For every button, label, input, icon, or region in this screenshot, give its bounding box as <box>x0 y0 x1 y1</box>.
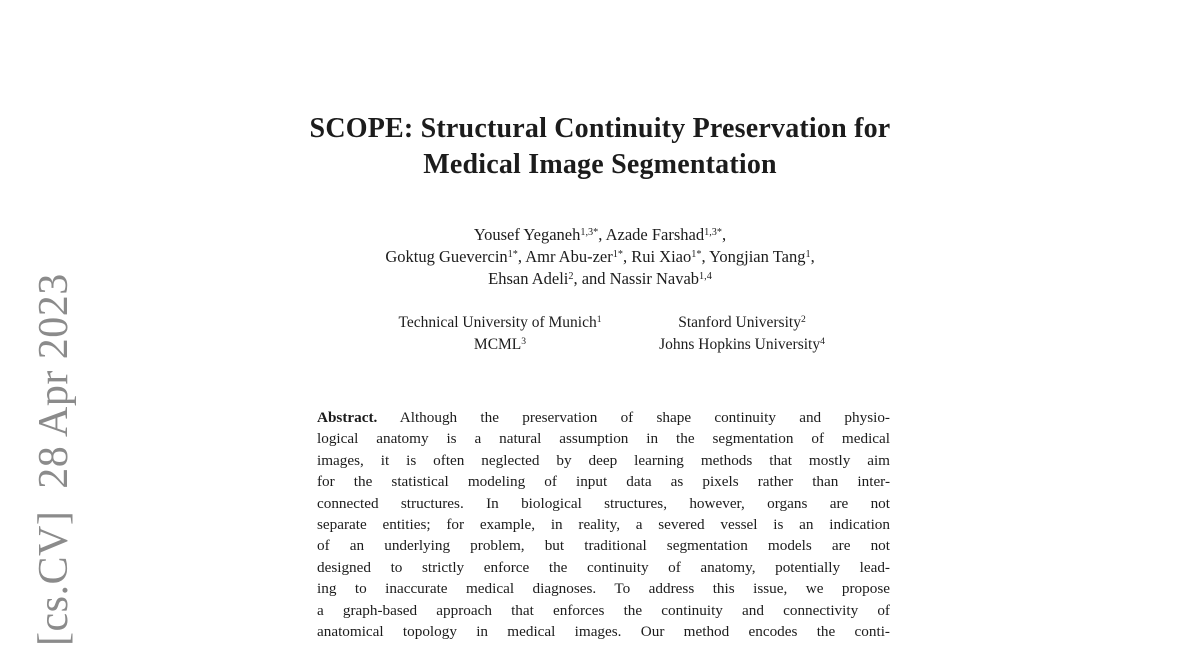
superscript: 1,3* <box>580 226 599 238</box>
superscript: 2 <box>800 314 806 326</box>
affiliation-tum: Technical University of Munich$^1$ <box>398 314 602 331</box>
paper-title-line-2: Medical Image Segmentation <box>423 149 777 180</box>
abstract-line-4: for the statistical modeling of input data as pixels rather than inter- <box>317 473 890 491</box>
abstract-line-8: designed to strictly enforce the continuity of anatomy, potentially lead- <box>317 558 890 576</box>
paper-title-line-1: SCOPE: Structural Continuity Preservation for <box>309 113 891 144</box>
arxiv-category-date-watermark: [cs.CV] 28 Apr 2023 <box>31 273 77 646</box>
author-line-3: Ehsan Adeli$^2$, and Nassir Navab$^{1,4}$ <box>488 269 712 288</box>
author-line-2: Goktug Guevercin$^{1*}$, Amr Abu-zer$^{1*}$, Rui Xiao$^{1*}$, Yongjian Tang$^1$, <box>385 247 815 266</box>
superscript: 1 <box>805 248 811 260</box>
author-line-1: Yousef Yeganeh$^{1,3*}$, Azade Farshad$^{1,3*}$, <box>473 225 727 244</box>
superscript: 1* <box>691 248 702 260</box>
abstract-line-2: logical anatomy is a natural assumption in the segmentation of medical <box>317 430 890 448</box>
superscript: 3 <box>521 336 527 348</box>
affiliation-stanford: Stanford University$^2$ <box>678 314 806 331</box>
abstract-label: Abstract. <box>317 409 378 426</box>
affiliation-mcml: MCML$^3$ <box>473 336 527 353</box>
abstract <box>317 407 890 642</box>
abstract-line-9: ing to inaccurate medical diagnoses. To address this issue, we propose <box>317 580 890 598</box>
affiliations <box>0 312 1200 358</box>
affiliation-column-2 <box>592 312 892 356</box>
abstract-line-3: images, it is often neglected by deep learning methods that mostly aim <box>317 451 890 469</box>
abstract-line-7: of an underlying problem, but traditional segmentation models are not <box>317 537 890 555</box>
abstract-line-11: anatomical topology in medical images. Our method encodes the conti- <box>317 623 890 641</box>
abstract-line-5: connected structures. In biological structures, however, organs are not <box>317 494 890 512</box>
affiliation-jhu: Johns Hopkins University$^4$ <box>659 336 825 353</box>
paper-title <box>0 111 1200 183</box>
superscript: 2 <box>568 270 574 282</box>
abstract-line-1 <box>317 407 890 428</box>
superscript: 1 <box>596 314 602 326</box>
abstract-line-6: separate entities; for example, in reality, a severed vessel is an indication <box>317 516 890 534</box>
superscript: 4 <box>820 336 825 348</box>
superscript: 1* <box>507 248 518 260</box>
superscript: 1* <box>612 248 623 260</box>
superscript: 1,4 <box>699 270 712 282</box>
abstract-line-1-text: Although the preservation of shape continuity and physio- <box>399 409 890 426</box>
author-list <box>0 224 1200 290</box>
abstract-line-10: a graph-based approach that enforces the continuity and connectivity of <box>317 601 890 619</box>
superscript: 1,3* <box>704 226 722 238</box>
